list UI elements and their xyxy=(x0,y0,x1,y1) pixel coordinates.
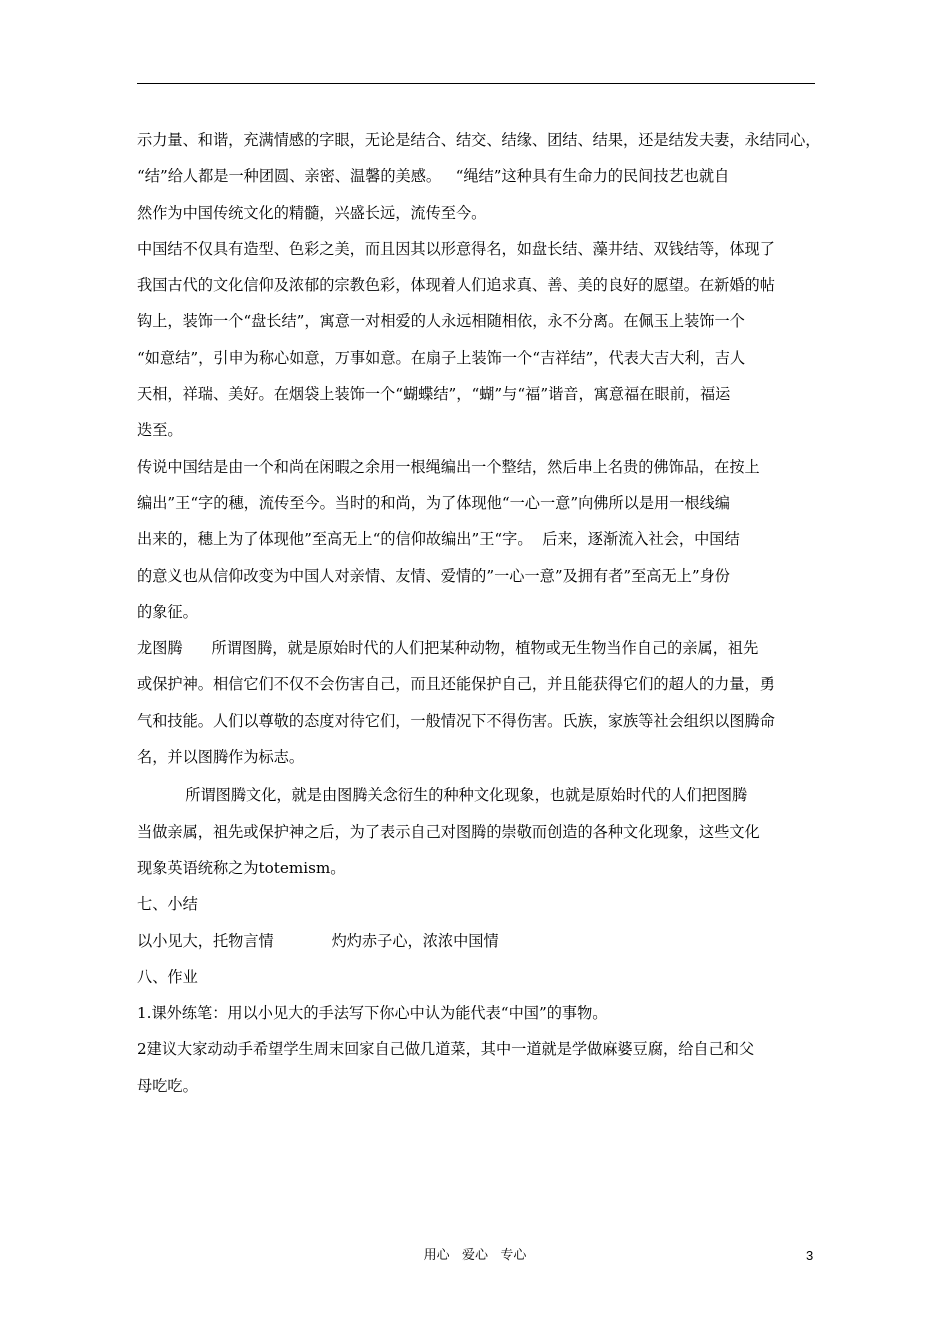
text-line: 当做亲属，祖先或保护神之后，为了表示自己对图腾的崇敬而创造的各种文化现象，这些文化 xyxy=(137,822,760,841)
text-line: 编出”王“字的穗，流传至今。当时的和尚，为了体现他“一心一意”向佛所以是用一根线编 xyxy=(137,493,730,512)
text-line: 名，并以图腾作为标志。 xyxy=(137,748,305,767)
text-line: 所谓图腾文化，就是由图腾关念衍生的种种文化现象，也就是原始时代的人们把图腾 xyxy=(137,786,748,805)
text-line: 迭至。 xyxy=(137,421,183,440)
text-line: 龙图腾 所谓图腾，就是原始时代的人们把某种动物，植物或无生物当作自己的亲属，祖先 xyxy=(137,639,759,658)
text-line: 然作为中国传统文化的精髓，兴盛长远，流传至今。 xyxy=(137,203,487,222)
text-line: 出来的，穗上为了体现他”至高无上“的信仰故编出”王“字。 后来，逐渐流入社会，中国结 xyxy=(137,530,740,549)
section-heading: 八、作业 xyxy=(137,967,198,986)
page-number: 3 xyxy=(806,1248,814,1263)
text-line: 以小见大，托物言情 灼灼赤子心，浓浓中国情 xyxy=(137,931,499,950)
text-line: 1.课外练笔：用以小见大的手法写下你心中认为能代表“中国”的事物。 xyxy=(137,1004,608,1023)
text-line: 的象征。 xyxy=(137,602,198,621)
text-line: 钩上，装饰一个“盘长结”，寓意一对相爱的人永远相随相依，永不分离。在佩玉上装饰一个 xyxy=(137,312,745,331)
text-line: 传说中国结是由一个和尚在闲暇之余用一根绳编出一个整结，然后串上名贵的佛饰品，在按上 xyxy=(137,457,760,476)
text-line: 我国古代的文化信仰及浓郁的宗教色彩，体现着人们追求真、善、美的良好的愿望。在新婚的帖 xyxy=(137,276,775,295)
section-heading: 七、小结 xyxy=(137,895,198,914)
text-line: 气和技能。人们以尊敬的态度对待它们，一般情况下不得伤害。氏族，家族等社会组织以图腾命 xyxy=(137,711,775,730)
text-line: 中国结不仅具有造型、色彩之美，而且因其以形意得名，如盘长结、藻井结、双钱结等，体现了 xyxy=(137,239,775,258)
text-line: 或保护神。相信它们不仅不会伤害自己，而且还能保护自己，并且能获得它们的超人的力量，勇 xyxy=(137,675,775,694)
text-line: 2建议大家动动手希望学生周末回家自己做几道菜，其中一道就是学做麻婆豆腐，给自己和父 xyxy=(137,1040,755,1059)
text-line: “结”给人都是一种团圆、亲密、温馨的美感。 “绳结”这种具有生命力的民间技艺也就自 xyxy=(137,167,730,186)
footer-motto: 用心 爱心 专心 xyxy=(423,1248,527,1263)
text-line: 现象英语统称之为totemism。 xyxy=(137,858,346,877)
text-line: 天相，祥瑞、美好。在烟袋上装饰一个“蝴蝶结”，“蝴”与“福”谐音，寓意福在眼前，福运 xyxy=(137,385,731,404)
text-line: 示力量、和谐，充满情感的字眼，无论是结合、结交、结缘、团结、结果，还是结发夫妻，永结同心， xyxy=(137,131,821,149)
text-line: 母吃吃。 xyxy=(137,1076,198,1095)
document-body xyxy=(137,122,821,1104)
text-line: 的意义也从信仰改变为中国人对亲情、友情、爱情的”一心一意”及拥有者”至高无上”身份 xyxy=(137,566,730,585)
text-line: “如意结”，引申为称心如意，万事如意。在扇子上装饰一个“吉祥结”，代表大吉大利，吉人 xyxy=(137,348,746,367)
header-rule xyxy=(137,83,815,84)
